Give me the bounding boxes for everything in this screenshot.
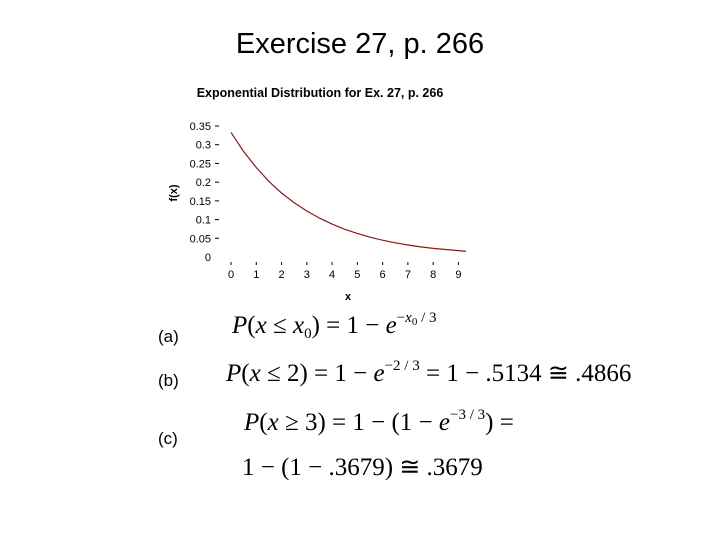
x-tick-label: 0 bbox=[227, 269, 235, 281]
y-tick-label: 0.3 bbox=[195, 139, 211, 152]
y-tick-label: 0 bbox=[204, 252, 211, 264]
y-axis-label: f(x) bbox=[168, 184, 180, 202]
eq-a-e: e bbox=[385, 312, 397, 339]
y-tick-label: 0.25 bbox=[189, 158, 211, 171]
eq-a-sub0: 0 bbox=[304, 326, 312, 342]
eq-b-x: x bbox=[249, 360, 261, 387]
x-tick-label: 6 bbox=[379, 269, 386, 281]
eq-a-exp-tail: / 3 bbox=[417, 310, 437, 326]
equation-a bbox=[232, 312, 437, 340]
equation-c-line2: 1 − (1 − .3679) ≅ .3679 bbox=[242, 454, 483, 481]
eq-c-rest2: ) = bbox=[485, 409, 514, 436]
part-a-label: (a) bbox=[158, 327, 179, 346]
eq-c-rest1: ≥ 3) = 1 − (1 − bbox=[278, 409, 439, 436]
eq-b-p: P bbox=[226, 360, 242, 387]
part-c-label: (c) bbox=[158, 429, 178, 448]
eq-a-p: P bbox=[232, 312, 248, 339]
slide-title: Exercise 27, p. 266 bbox=[235, 28, 485, 60]
x-axis-label: x bbox=[344, 291, 352, 303]
y-tick-label: 0.05 bbox=[189, 233, 211, 246]
eq-a-open: ( bbox=[247, 312, 256, 339]
y-tick-label: 0.2 bbox=[195, 177, 211, 190]
x-tick-label: 5 bbox=[354, 269, 361, 281]
x-tick-label: 3 bbox=[303, 269, 310, 281]
eq-b-rest2: = 1 − .5134 ≅ .4866 bbox=[419, 360, 632, 387]
eq-b-open: ( bbox=[241, 360, 250, 387]
eq-b-rest1: ≤ 2) = 1 − bbox=[260, 360, 374, 387]
part-b-label: (b) bbox=[158, 371, 179, 390]
equation-b bbox=[226, 358, 631, 388]
y-tick-label: 0.1 bbox=[195, 214, 211, 227]
eq-a-exp-sub: 0 bbox=[411, 316, 418, 328]
eq-c-x: x bbox=[267, 409, 279, 436]
eq-c-open: ( bbox=[259, 409, 268, 436]
x-tick-label: 2 bbox=[278, 269, 285, 281]
x-tick-label: 4 bbox=[329, 269, 336, 281]
eq-a-rhs: ) = 1 − bbox=[311, 312, 386, 339]
equation-c-line1 bbox=[244, 409, 514, 437]
x-tick-label: 7 bbox=[404, 269, 411, 281]
x-tick-label: 1 bbox=[253, 269, 260, 281]
y-tick-label: 0.35 bbox=[189, 121, 211, 133]
eq-a-x: x bbox=[255, 312, 267, 339]
eq-b-e: e bbox=[373, 360, 385, 387]
eq-a-exp-minus: − bbox=[396, 310, 406, 326]
eq-c-e: e bbox=[438, 409, 450, 436]
eq-a-le: ≤ bbox=[266, 312, 293, 339]
eq-b-exponent: −2 / 3 bbox=[384, 358, 420, 374]
eq-a-x0: x bbox=[292, 312, 305, 339]
x-tick-label: 9 bbox=[455, 269, 462, 281]
eq-c-p: P bbox=[244, 409, 260, 436]
x-tick-label: 8 bbox=[430, 269, 437, 281]
eq-c-exponent: −3 / 3 bbox=[450, 407, 486, 423]
eq-a-exponent bbox=[397, 310, 437, 326]
density-curve bbox=[231, 132, 466, 251]
chart-title: Exponential Distribution for Ex. 27, p. 266 bbox=[196, 86, 444, 100]
y-tick-label: 0.15 bbox=[189, 195, 211, 208]
eq-a-exp-x: x bbox=[405, 310, 412, 326]
